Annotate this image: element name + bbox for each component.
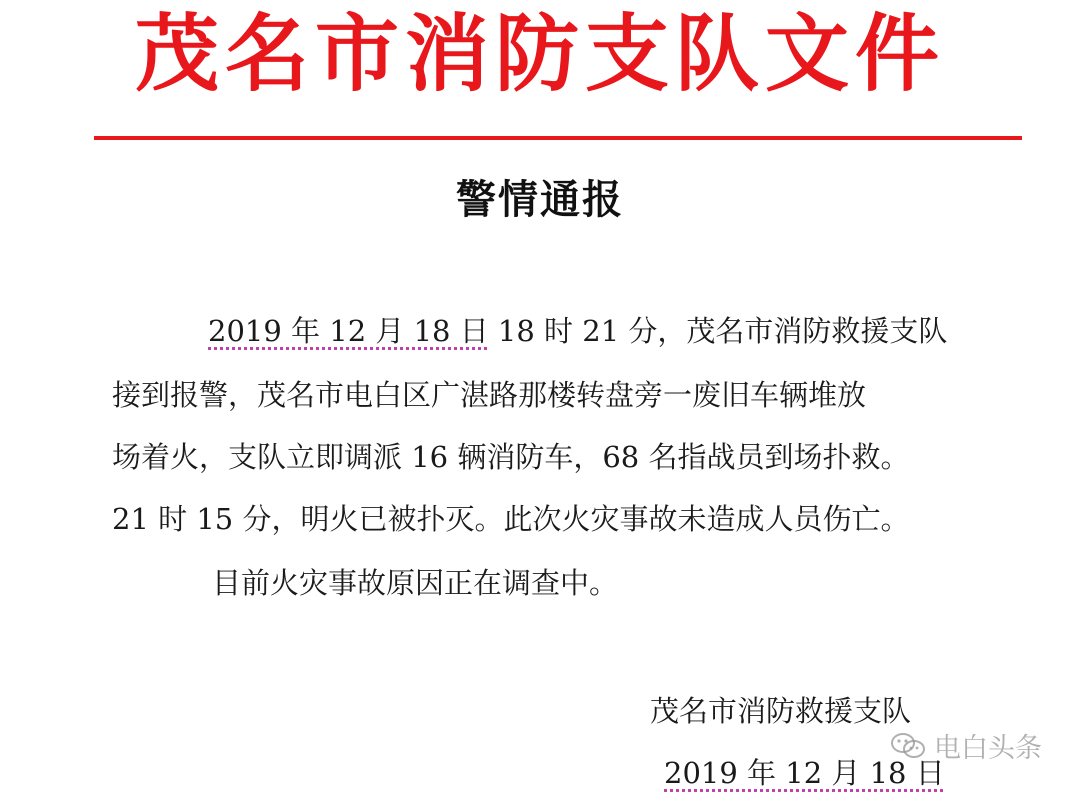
body-line-4: 21 时 15 分，明火已被扑灭。此次火灾事故未造成人员伤亡。 <box>112 502 910 536</box>
signature-date: 2019 年 12 月 18 日 <box>664 756 945 790</box>
body-line-2: 接到报警，茂名市电白区广湛路那楼转盘旁一废旧车辆堆放 <box>112 378 867 412</box>
signature-organization: 茂名市消防救援支队 <box>650 694 912 728</box>
notice-title: 警情通报 <box>456 177 624 223</box>
body-line-3: 场着火，支队立即调派 16 辆消防车，68 名指战员到场扑救。 <box>112 440 910 474</box>
body-line-1 <box>208 312 1078 350</box>
incident-date: 2019 年 12 月 18 日 <box>208 314 489 348</box>
body-line-1-rest: 18 时 21 分，茂名市消防救援支队 <box>488 314 948 348</box>
document-header: 茂名市消防支队文件 <box>134 4 945 103</box>
header-divider <box>94 136 1022 140</box>
body-paragraph-2: 目前火灾事故原因正在调查中。 <box>212 566 619 600</box>
watermark-text: 电白头条 <box>934 733 1042 764</box>
